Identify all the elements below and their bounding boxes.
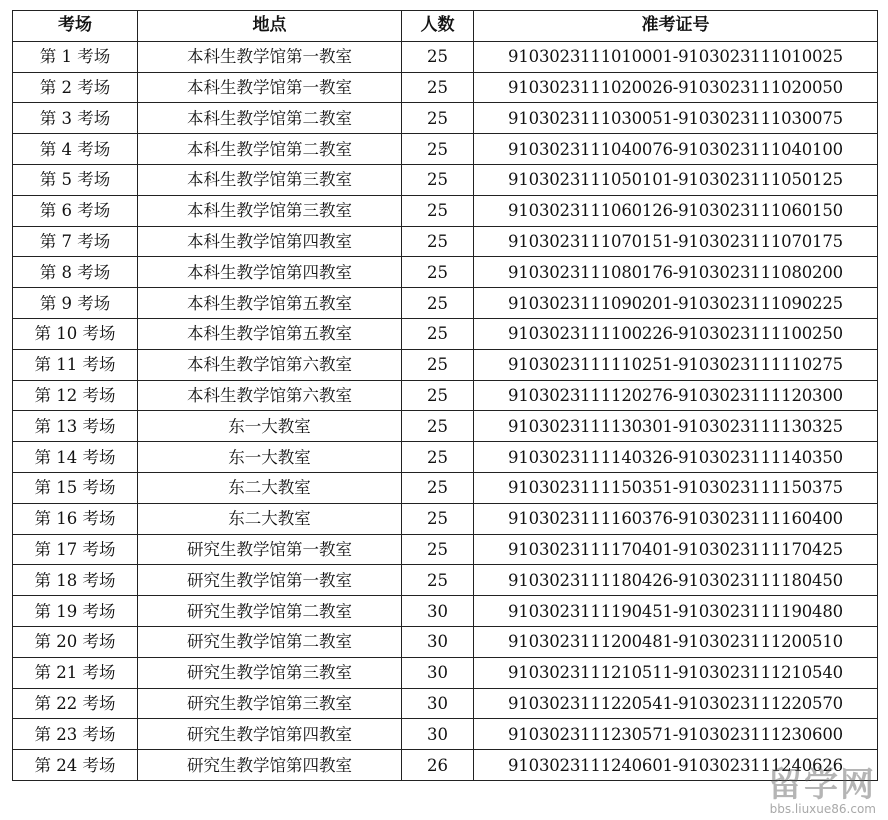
cell-room: 第 22 考场	[13, 688, 138, 719]
cell-place: 本科生教学馆第四教室	[138, 226, 402, 257]
table-row	[13, 596, 878, 627]
cell-room: 第 17 考场	[13, 534, 138, 565]
cell-place: 研究生教学馆第四教室	[138, 750, 402, 781]
table-header-row	[13, 11, 878, 42]
cell-ids: 9103023111170401-9103023111170425	[474, 534, 878, 565]
cell-ids: 9103023111030051-9103023111030075	[474, 103, 878, 134]
cell-count: 25	[402, 472, 474, 503]
cell-count: 25	[402, 134, 474, 165]
cell-place: 本科生教学馆第三教室	[138, 195, 402, 226]
cell-ids: 9103023111210511-9103023111210540	[474, 657, 878, 688]
cell-room: 第 20 考场	[13, 626, 138, 657]
cell-count: 25	[402, 226, 474, 257]
table-row	[13, 688, 878, 719]
cell-ids: 9103023111200481-9103023111200510	[474, 626, 878, 657]
cell-room: 第 16 考场	[13, 503, 138, 534]
cell-count: 25	[402, 288, 474, 319]
cell-room: 第 7 考场	[13, 226, 138, 257]
cell-count: 30	[402, 719, 474, 750]
table-row	[13, 349, 878, 380]
cell-count: 25	[402, 103, 474, 134]
cell-room: 第 12 考场	[13, 380, 138, 411]
cell-room: 第 13 考场	[13, 411, 138, 442]
cell-ids: 9103023111040076-9103023111040100	[474, 134, 878, 165]
cell-room: 第 3 考场	[13, 103, 138, 134]
cell-room: 第 11 考场	[13, 349, 138, 380]
cell-room: 第 24 考场	[13, 750, 138, 781]
cell-count: 25	[402, 164, 474, 195]
cell-room: 第 8 考场	[13, 257, 138, 288]
cell-count: 30	[402, 596, 474, 627]
table-row	[13, 288, 878, 319]
table-row	[13, 380, 878, 411]
cell-place: 本科生教学馆第二教室	[138, 103, 402, 134]
cell-count: 25	[402, 534, 474, 565]
cell-ids: 9103023111240601-9103023111240626	[474, 750, 878, 781]
cell-place: 本科生教学馆第三教室	[138, 164, 402, 195]
table-row	[13, 442, 878, 473]
header-room: 考场	[13, 11, 138, 42]
table-row	[13, 472, 878, 503]
cell-place: 研究生教学馆第一教室	[138, 534, 402, 565]
cell-ids: 9103023111160376-9103023111160400	[474, 503, 878, 534]
cell-ids: 9103023111130301-9103023111130325	[474, 411, 878, 442]
cell-room: 第 2 考场	[13, 72, 138, 103]
cell-ids: 9103023111050101-9103023111050125	[474, 164, 878, 195]
cell-count: 25	[402, 195, 474, 226]
cell-ids: 9103023111140326-9103023111140350	[474, 442, 878, 473]
cell-place: 本科生教学馆第六教室	[138, 380, 402, 411]
cell-place: 研究生教学馆第一教室	[138, 565, 402, 596]
table-row	[13, 318, 878, 349]
cell-place: 东二大教室	[138, 472, 402, 503]
table-row	[13, 657, 878, 688]
table-row	[13, 103, 878, 134]
watermark-logo: 留学网	[768, 765, 876, 805]
cell-ids: 9103023111080176-9103023111080200	[474, 257, 878, 288]
cell-place: 本科生教学馆第二教室	[138, 134, 402, 165]
cell-ids: 9103023111090201-9103023111090225	[474, 288, 878, 319]
cell-ids: 9103023111220541-9103023111220570	[474, 688, 878, 719]
cell-ids: 9103023111010001-9103023111010025	[474, 41, 878, 72]
cell-ids: 9103023111110251-9103023111110275	[474, 349, 878, 380]
exam-room-table	[12, 10, 878, 781]
cell-ids: 9103023111060126-9103023111060150	[474, 195, 878, 226]
cell-count: 25	[402, 442, 474, 473]
cell-place: 本科生教学馆第一教室	[138, 41, 402, 72]
cell-count: 26	[402, 750, 474, 781]
cell-room: 第 4 考场	[13, 134, 138, 165]
cell-ids: 9103023111180426-9103023111180450	[474, 565, 878, 596]
table-row	[13, 195, 878, 226]
cell-place: 东一大教室	[138, 442, 402, 473]
cell-room: 第 1 考场	[13, 41, 138, 72]
cell-count: 30	[402, 626, 474, 657]
cell-place: 本科生教学馆第五教室	[138, 318, 402, 349]
table-row	[13, 257, 878, 288]
cell-place: 东二大教室	[138, 503, 402, 534]
cell-count: 25	[402, 380, 474, 411]
cell-ids: 9103023111120276-9103023111120300	[474, 380, 878, 411]
cell-place: 东一大教室	[138, 411, 402, 442]
cell-room: 第 5 考场	[13, 164, 138, 195]
cell-count: 25	[402, 257, 474, 288]
cell-ids: 9103023111100226-9103023111100250	[474, 318, 878, 349]
cell-ids: 9103023111020026-9103023111020050	[474, 72, 878, 103]
cell-room: 第 6 考场	[13, 195, 138, 226]
cell-room: 第 19 考场	[13, 596, 138, 627]
cell-place: 本科生教学馆第六教室	[138, 349, 402, 380]
cell-count: 25	[402, 72, 474, 103]
cell-count: 25	[402, 565, 474, 596]
table-row	[13, 750, 878, 781]
table-row	[13, 719, 878, 750]
header-ids: 准考证号	[474, 11, 878, 42]
cell-ids: 9103023111070151-9103023111070175	[474, 226, 878, 257]
cell-place: 本科生教学馆第四教室	[138, 257, 402, 288]
cell-room: 第 15 考场	[13, 472, 138, 503]
cell-count: 25	[402, 411, 474, 442]
table-row	[13, 503, 878, 534]
cell-count: 25	[402, 318, 474, 349]
cell-count: 30	[402, 657, 474, 688]
table-row	[13, 134, 878, 165]
table-row	[13, 565, 878, 596]
table-row	[13, 164, 878, 195]
cell-place: 研究生教学馆第三教室	[138, 688, 402, 719]
cell-room: 第 9 考场	[13, 288, 138, 319]
table-row	[13, 72, 878, 103]
cell-ids: 9103023111150351-9103023111150375	[474, 472, 878, 503]
cell-room: 第 23 考场	[13, 719, 138, 750]
cell-place: 本科生教学馆第一教室	[138, 72, 402, 103]
header-place: 地点	[138, 11, 402, 42]
cell-room: 第 18 考场	[13, 565, 138, 596]
cell-place: 研究生教学馆第二教室	[138, 626, 402, 657]
table-row	[13, 534, 878, 565]
cell-count: 25	[402, 41, 474, 72]
table-row	[13, 411, 878, 442]
cell-place: 本科生教学馆第五教室	[138, 288, 402, 319]
cell-count: 30	[402, 688, 474, 719]
header-count: 人数	[402, 11, 474, 42]
table-row	[13, 626, 878, 657]
cell-ids: 9103023111190451-9103023111190480	[474, 596, 878, 627]
table-row	[13, 41, 878, 72]
table-row	[13, 226, 878, 257]
cell-count: 25	[402, 503, 474, 534]
cell-room: 第 21 考场	[13, 657, 138, 688]
cell-room: 第 10 考场	[13, 318, 138, 349]
cell-room: 第 14 考场	[13, 442, 138, 473]
cell-place: 研究生教学馆第二教室	[138, 596, 402, 627]
watermark-url: bbs.liuxue86.com	[769, 802, 876, 816]
cell-ids: 9103023111230571-9103023111230600	[474, 719, 878, 750]
cell-place: 研究生教学馆第四教室	[138, 719, 402, 750]
cell-count: 25	[402, 349, 474, 380]
cell-place: 研究生教学馆第三教室	[138, 657, 402, 688]
